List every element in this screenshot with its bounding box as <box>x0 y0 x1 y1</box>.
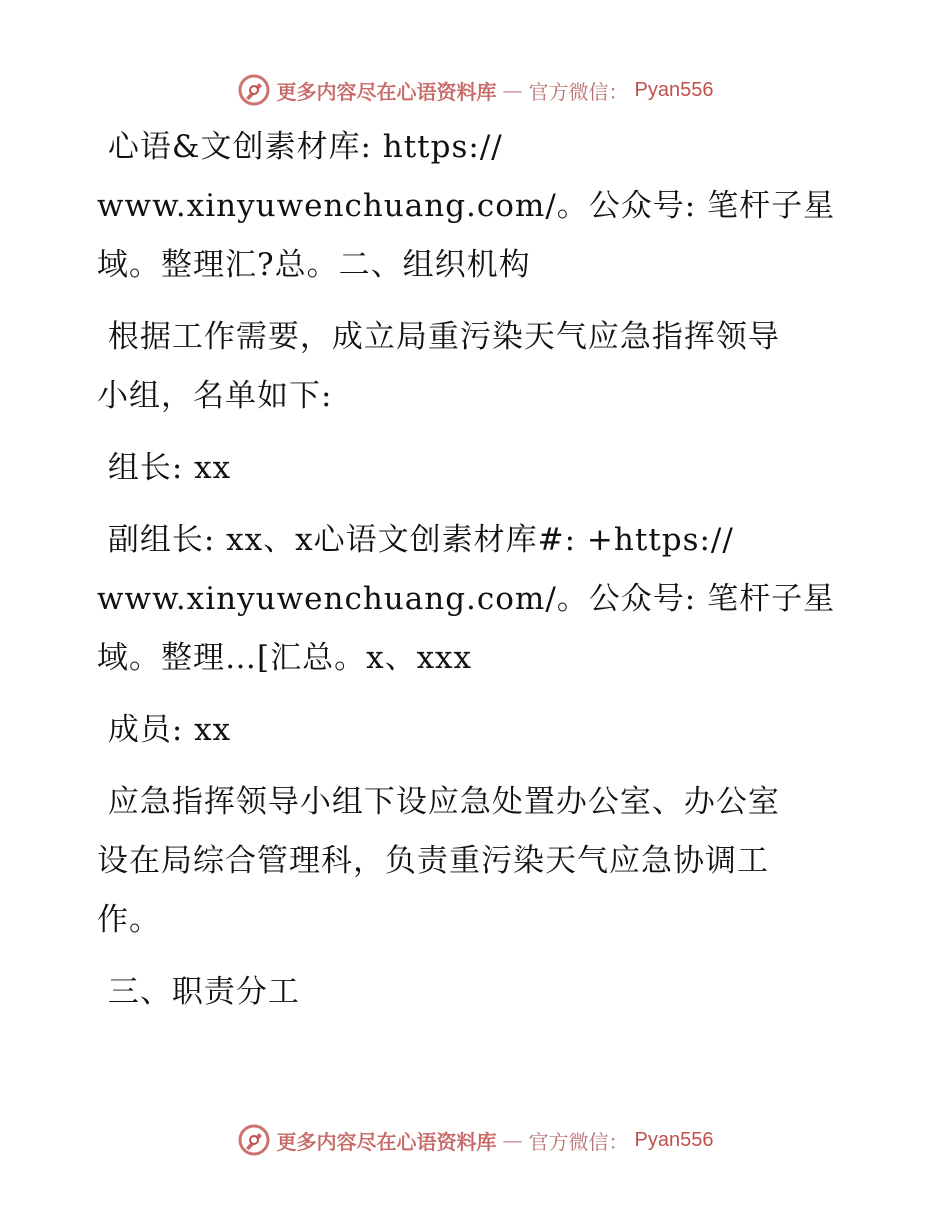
footer-watermark-banner <box>0 1120 950 1160</box>
paragraph-7: 三、职责分工 <box>97 974 300 1010</box>
paragraph-3: 组长: xx <box>97 450 232 486</box>
footer-watermark-contact-label: 官方微信： <box>528 1129 629 1154</box>
document-body <box>97 118 837 1035</box>
paragraph-5: 成员: xx <box>97 712 232 748</box>
paragraph-2: 根据工作需要，成立局重污染天气应急指挥领导 小组，名单如下: <box>97 319 780 414</box>
header-watermark-banner <box>0 70 950 110</box>
pen-logo-icon <box>237 1123 271 1157</box>
footer-watermark-separator: — <box>502 1128 523 1152</box>
footer-watermark-title: 更多内容尽在心语资料库 <box>276 1129 497 1154</box>
paragraph-1: 心语&文创素材库: https:// www.xinyuwenchuang.com/。公众号: 笔杆子星 域。整理汇?总。二、组织机构 <box>97 129 836 283</box>
pen-logo-icon <box>237 73 271 107</box>
paragraph-6: 应急指挥领导小组下设应急处置办公室、办公室 设在局综合管理科，负责重污染天气应急协调工 作。 <box>97 784 780 938</box>
footer-watermark-contact-id: Pyan556 <box>634 1128 714 1151</box>
paragraph-4: 副组长: xx、x心语文创素材库#: +https:// www.xinyuwenchuang.com/。公众号: 笔杆子星 域。整理…[汇总。x、xxx <box>97 522 836 676</box>
header-watermark-contact-id: Pyan556 <box>634 78 714 101</box>
header-watermark-separator: — <box>502 78 523 102</box>
header-watermark-contact-label: 官方微信： <box>528 79 629 104</box>
header-watermark-title: 更多内容尽在心语资料库 <box>276 79 497 104</box>
